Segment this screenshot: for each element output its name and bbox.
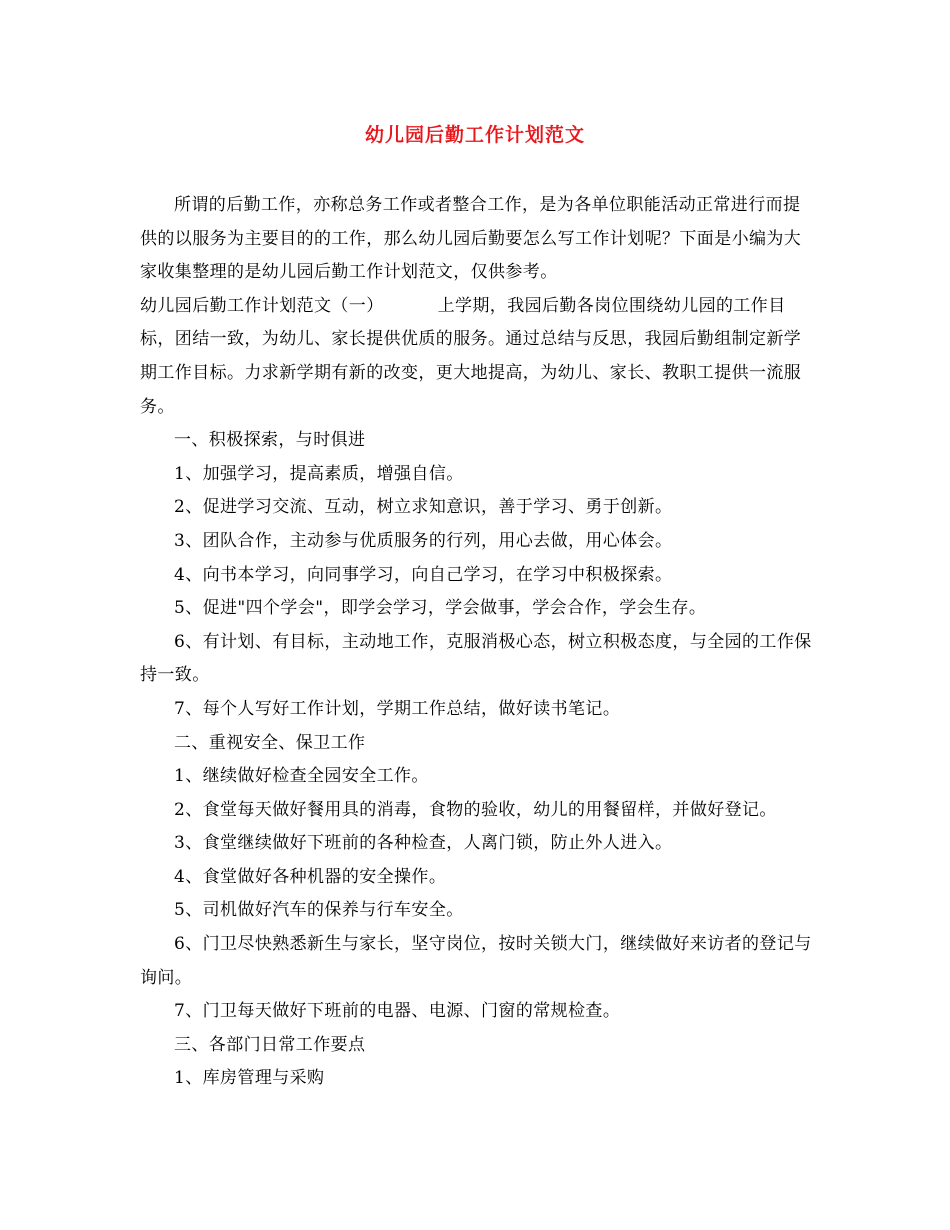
list-item-explore-5: 5、促进"四个学会"，即学会学习，学会做事，学会合作，学会生存。	[174, 598, 707, 619]
list-item-safety-1: 1、继续做好检查全园安全工作。	[174, 766, 429, 787]
section-paragraph	[140, 290, 812, 424]
section-text: 上学期，我园后勤各岗位围绕幼儿园的工作目标，团结一致，为幼儿、家长提供优质的服务。通过总结与反思，我园后勤组制定新学期工作目标。力求新学期有新的改变，更大地提高，为幼儿、家长、教职工提供一流服务。	[140, 295, 802, 417]
section-label: 幼儿园后勤工作计划范文（一）	[140, 295, 384, 316]
list-item-safety-5: 5、司机做好汽车的保养与行车安全。	[174, 900, 464, 921]
document-title: 幼儿园后勤工作计划范文	[364, 124, 585, 146]
heading-explore: 一、积极探索，与时俱进	[174, 430, 366, 451]
list-item-departments-1: 1、库房管理与采购	[174, 1068, 325, 1089]
list-item-explore-2: 2、促进学习交流、互动，树立求知意识，善于学习、勇于创新。	[174, 497, 673, 518]
document-body	[140, 189, 812, 1096]
list-item-explore-7: 7、每个人写好工作计划，学期工作总结，做好读书笔记。	[174, 698, 621, 719]
list-item-safety-2: 2、食堂每天做好餐用具的消毒，食物的验收，幼儿的用餐留样，并做好登记。	[174, 799, 777, 820]
heading-departments: 三、各部门日常工作要点	[174, 1034, 366, 1055]
list-item-safety-6: 6、门卫尽快熟悉新生与家长，坚守岗位，按时关锁大门，继续做好来访者的登记与询问。	[140, 934, 812, 988]
list-item-explore-4: 4、向书本学习，向同事学习，向自己学习，在学习中积极探索。	[174, 564, 673, 585]
list-item-safety-4: 4、食堂做好各种机器的安全操作。	[174, 866, 447, 887]
list-item-explore-6: 6、有计划、有目标，主动地工作，克服消极心态，树立积极态度，与全园的工作保持一致。	[140, 631, 812, 686]
list-item-explore-1: 1、加强学习，提高素质，增强自信。	[174, 463, 464, 484]
list-item-explore-3: 3、团队合作，主动参与优质服务的行列，用心去做，用心体会。	[174, 530, 673, 551]
list-item-safety-7: 7、门卫每天做好下班前的电器、电源、门窗的常规检查。	[174, 1001, 621, 1022]
heading-safety: 二、重视安全、保卫工作	[174, 732, 366, 753]
list-item-safety-3: 3、食堂继续做好下班前的各种检查，人离门锁，防止外人进入。	[174, 833, 673, 854]
intro-paragraph: 所谓的后勤工作，亦称总务工作或者整合工作，是为各单位职能活动正常进行而提供的以服务为主要目的的工作，那么幼儿园后勤要怎么写工作计划呢？下面是小编为大家收集整理的是幼儿园后勤工作计划范文，仅供参考。	[140, 195, 802, 283]
